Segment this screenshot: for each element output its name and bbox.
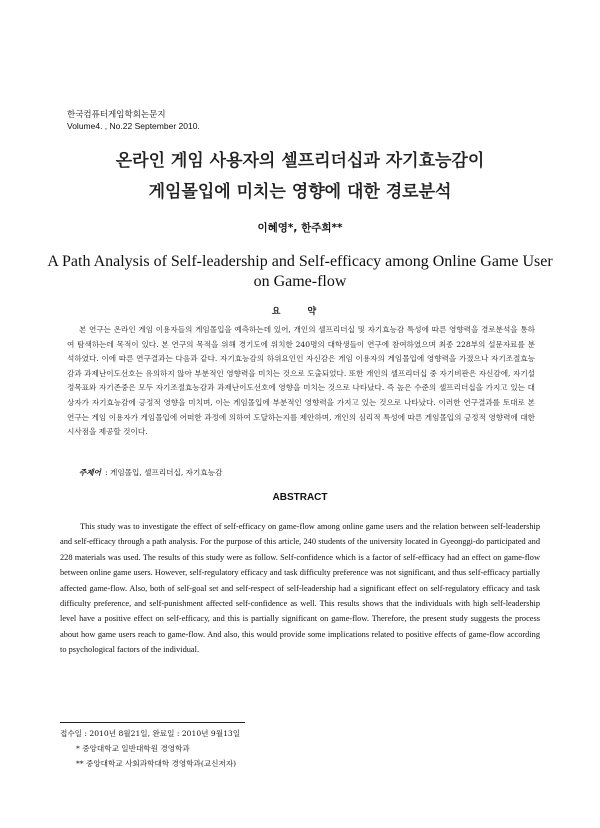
keywords-line bbox=[79, 467, 222, 478]
korean-abstract-text: 본 연구는 온라인 게임 이용자들의 게임몰입을 예측하는데 있어, 개인의 셀프리더십 및 자기효능감 특성에 따른 영향력을 경로분석을 통하여 탐색하는데 목적이 있다. 본 연구의 목적을 위해 경기도에 위치한 240명의 대학생들이 연구에 참여하였으며 최종 228부의 설문자료를 분석하였다. 이에 따른 연구결과는 다음과 같다. 자기효능감의 하위요인인 자신감은 게임 이용자의 게임몰입에 영향력을 가졌으나 자기조절효능감과 과제난이도선호는 유의하지 않아 부분적인 영향력을 미치는 것으로 도출되었다. 또한 개인의 셀프리더십 중 자기비판은 자신감에, 자기설정목표와 자기존중은 모두 자기조절효능감과 과제난이도선호에 영향을 미치는 것으로 나타났다. 즉 높은 수준의 셀프리더십을 가지고 있는 대상자가 자기효능감에 긍정적 영향을 미치며, 이는 게임몰입에 부분적인 영향력을 가지고 있는 것으로 나타났다. 이러한 연구결과를 토대로 본 연구는 게임 이용자가 게임몰입에 어떠한 과정에 의하여 도달하는지를 제안하며, 개인의 심리적 특성에 따른 게임몰입의 긍정적 영향력에 대한 시사점을 제공할 것이다. bbox=[67, 325, 535, 437]
footnote-received-date: 접수일 : 2010년 8월21일, 완료일 : 2010년 9월13일 bbox=[60, 729, 241, 738]
english-abstract-heading: ABSTRACT bbox=[272, 492, 328, 503]
english-title: A Path Analysis of Self-leadership and Self-efficacy among Online Game User on Game-flow bbox=[47, 253, 553, 290]
korean-title-line-2: 게임몰입에 미치는 영향에 대한 경로분석 bbox=[148, 182, 452, 202]
keywords-list: : 게임몰입, 셀프리더십, 자기효능감 bbox=[105, 468, 223, 477]
footnote-divider bbox=[60, 722, 245, 723]
authors: 이혜영*, 한주희** bbox=[257, 222, 343, 234]
journal-name: 한국컴퓨터게임학회논문지 bbox=[67, 110, 166, 120]
keywords-label: 주제어 bbox=[79, 468, 102, 477]
footnote-affiliation-2: ** 중앙대학교 사회과학대학 경영학과(교신저자) bbox=[76, 759, 237, 768]
korean-title-line-1: 온라인 게임 사용자의 셀프리더십과 자기효능감이 bbox=[115, 151, 485, 171]
english-abstract-text: This study was to investigate the effect of self-efficacy on game-flow among online game users and the relation between self-leadership and self-efficacy through a path analysis. For the purpose of this article, 240 students of the university located in Gyeonggi-do participated and 228 materials was used. The results of this study were as follow. Self-confidence which is a factor of self-efficacy had an effect on game-flow between online game users. However, self-regulatory efficacy and task difficulty preference was not significant, and thus self-efficacy partially affected game-flow. Also, both of self-goal set and self-respect of self-leadership had a significant effect on self-regulatory efficacy and task difficulty preference, and self-punishment affected self-confidence as well. This results shows that the individuals with high self-leadership level have a positive effect on self-efficacy, and this is partially significant on game-flow. Therefore, the present study suggests the process about how game users reach to game-flow. And also, this would provide some implications related to positive effects of game-flow according to psychological factors of the individual. bbox=[60, 522, 540, 655]
korean-abstract-heading: 요 약 bbox=[271, 307, 329, 317]
journal-volume: Volume4. , No.22 September 2010. bbox=[67, 121, 200, 131]
journal-header bbox=[67, 110, 200, 132]
footnote-affiliation-1: * 중앙대학교 일반대학원 경영학과 bbox=[76, 744, 190, 753]
